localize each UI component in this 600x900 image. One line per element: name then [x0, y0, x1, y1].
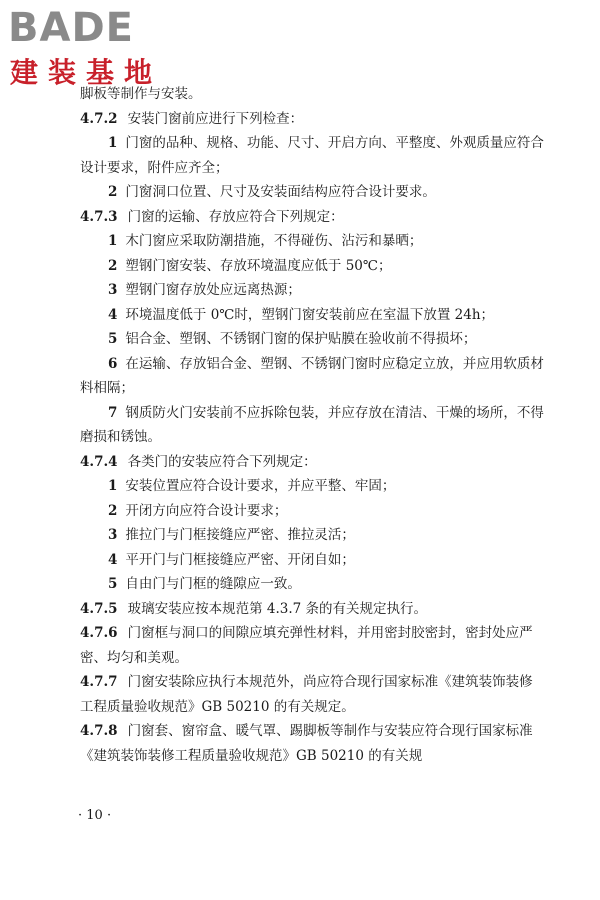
list-item: [80, 180, 544, 205]
clause-number: 4.7.6: [80, 625, 118, 641]
paragraph-text: 塑钢门窗存放处应远离热源；: [125, 282, 301, 298]
list-item: [80, 131, 544, 180]
paragraph-text: 门窗的品种、规格、功能、尺寸、开启方向、平整度、外观质量应符合设计要求，附件应齐全；: [80, 135, 544, 176]
item-number: 1: [108, 478, 118, 494]
paragraph-text: 塑钢门窗安装、存放环境温度应低于 50℃；: [125, 257, 392, 274]
paragraph-text: 钢质防火门安装前不应拆除包装，并应存放在清洁、干燥的场所，不得磨损和锈蚀。: [80, 404, 544, 445]
item-number: 3: [108, 527, 118, 543]
clause-paragraph: [80, 107, 544, 132]
item-number: 2: [108, 502, 118, 519]
clause-paragraph: [80, 621, 544, 670]
item-number: 3: [108, 282, 118, 298]
paragraph-text: 开闭方向应符合设计要求；: [125, 502, 288, 519]
paragraph-text: 门窗套、窗帘盒、暖气罩、踢脚板等制作与安装应符合现行国家标准《建筑装饰装修工程质量验收规范》GB 50210 的有关规: [80, 723, 533, 764]
list-item: [80, 548, 544, 573]
item-number: 5: [108, 576, 118, 592]
list-item: [80, 523, 544, 548]
item-number: 7: [108, 404, 118, 421]
paragraph-text: 铝合金、塑钢、不锈钢门窗的保护贴膜在验收前不得损坏；: [125, 331, 477, 347]
item-number: 2: [108, 184, 118, 200]
item-number: 4: [108, 306, 118, 323]
clause-paragraph: [80, 670, 544, 719]
list-item: [80, 572, 544, 597]
clause-paragraph: [80, 719, 544, 768]
document-body: [80, 82, 544, 768]
clause-number: 4.7.5: [80, 600, 118, 617]
clause-number: 4.7.2: [80, 110, 118, 127]
clause-paragraph: [80, 450, 544, 475]
item-number: 5: [108, 331, 118, 347]
paragraph-text: 推拉门与门框接缝应严密、推拉灵活；: [125, 527, 355, 543]
item-number: 2: [108, 257, 118, 274]
list-item: [80, 401, 544, 450]
paragraph-text: 各类门的安装应符合下列规定：: [127, 453, 317, 470]
clause-paragraph: [80, 205, 544, 230]
item-number: 1: [108, 135, 118, 151]
logo-brand: BADE: [8, 5, 134, 51]
list-item: [80, 499, 544, 524]
paragraph-text: 平开门与门框接缝应严密、开闭自如；: [125, 551, 355, 568]
list-item: [80, 229, 544, 254]
clause-paragraph: [80, 597, 544, 622]
item-number: 6: [108, 355, 118, 372]
clause-number: 4.7.4: [80, 453, 118, 470]
clause-number: 4.7.8: [80, 723, 118, 739]
paragraph-text: 门窗的运输、存放应符合下列规定：: [127, 208, 344, 225]
item-number: 4: [108, 551, 118, 568]
paragraph-text: 门窗安装除应执行本规范外，尚应符合现行国家标准《建筑装饰装修工程质量验收规范》GB 50210 的有关规定。: [80, 674, 533, 715]
paragraph-text: 玻璃安装应按本规范第 4.3.7 条的有关规定执行。: [127, 600, 428, 617]
paragraph-text: 自由门与门框的缝隙应一致。: [125, 576, 301, 592]
clause-number: 4.7.7: [80, 674, 118, 690]
clause-number: 4.7.3: [80, 208, 118, 225]
paragraph-text: 门窗洞口位置、尺寸及安装面结构应符合设计要求。: [125, 184, 436, 200]
paragraph-text: 脚板等制作与安装。: [80, 86, 202, 102]
paragraph-text: 木门窗应采取防潮措施，不得碰伤、沾污和暴晒；: [125, 233, 423, 249]
logo-subtitle: 建装基地: [10, 56, 163, 89]
list-item: [80, 474, 544, 499]
item-number: 1: [108, 233, 118, 249]
list-item: [80, 254, 544, 279]
list-item: [80, 327, 544, 352]
list-item: [80, 303, 544, 328]
paragraph-text: 门窗框与洞口的间隙应填充弹性材料，并用密封胶密封，密封处应严密、均匀和美观。: [80, 625, 533, 666]
list-item: [80, 352, 544, 401]
page-number: · 10 ·: [78, 808, 112, 823]
paragraph-text: 安装门窗前应进行下列检查：: [127, 110, 304, 127]
paragraph-text: 在运输、存放铝合金、塑钢、不锈钢门窗时应稳定立放，并应用软质材料相隔；: [80, 355, 544, 396]
paragraph-text: 环境温度低于 0℃时，塑钢门窗安装前应在室温下放置 24h；: [125, 306, 495, 323]
list-item: [80, 278, 544, 303]
text-paragraph: [80, 82, 544, 107]
paragraph-text: 安装位置应符合设计要求，并应平整、牢固；: [125, 478, 396, 494]
